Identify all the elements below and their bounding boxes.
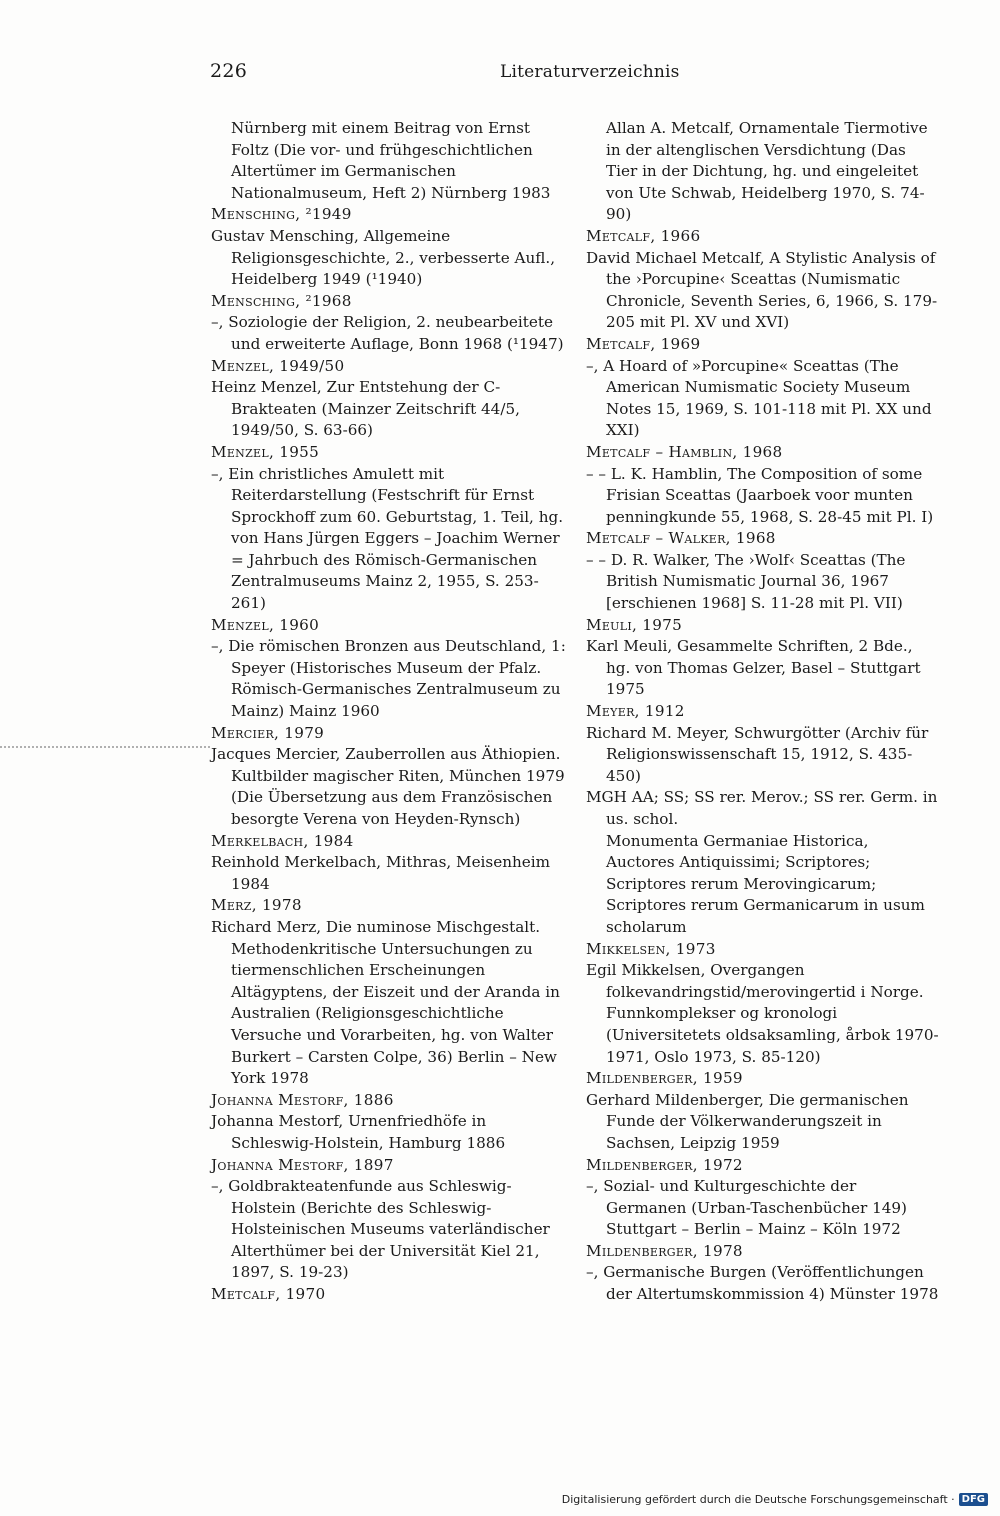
bibliography-entry: –, Ein christliches Amulett mit Reiterdarstellung (Festschrift für Ernst Sprockhoff zum 60. Geburtstag, 1. Teil, hg. von Hans Jürgen Eggers – Joachim Werner = Jahrbuch des Römisch-Germanischen Zentralmuseums Mainz 2, 1955, S. 253-261) [211, 464, 564, 613]
dfg-logo: DFG [959, 1493, 988, 1506]
bibliography-entry: – – D. R. Walker, The ›Wolf‹ Sceattas (The British Numismatic Journal 36, 1967 [erschienen 1968] S. 11-28 mit Pl. VII) [586, 550, 906, 613]
bibliography-heading: Meyer, 1912 [586, 702, 685, 721]
bibliography-entry: Richard M. Meyer, Schwurgötter (Archiv für Religionswissenschaft 15, 1912, S. 435-450) [586, 723, 929, 785]
bibliography-entry: Gerhard Mildenberger, Die germanischen Funde der Völkerwanderungszeit in Sachsen, Leipzig 1959 [586, 1090, 909, 1152]
bibliography-entry: Jacques Mercier, Zauberrollen aus Äthiopien. Kultbilder magischer Riten, München 1979 (Die Übersetzung aus dem Französischen besorgte Verena von Heyden-Rynsch) [211, 745, 565, 828]
bibliography-entry: David Michael Metcalf, A Stylistic Analysis of the ›Porcupine‹ Sceattas (Numismatic Chronicle, Seventh Series, 6, 1966, S. 179-205 mit Pl. XV und XVI) [586, 248, 938, 332]
bibliography-column-left [211, 118, 566, 1306]
bibliography-heading: Mildenberger, 1978 [586, 1241, 743, 1260]
bibliography-heading: Metcalf, 1966 [586, 226, 701, 245]
bibliography-heading: Johanna Mestorf, 1886 [211, 1090, 394, 1109]
bibliography-heading: Mensching, ²1949 [211, 205, 352, 224]
bibliography-heading: Merkelbach, 1984 [211, 831, 354, 850]
bibliography-heading: Metcalf, 1969 [586, 334, 701, 353]
footer [562, 1493, 988, 1506]
bibliography-heading: Metcalf, 1970 [211, 1285, 326, 1304]
bibliography-entry: Richard Merz, Die numinose Mischgestalt. Methodenkritische Untersuchungen zu tiermenschlichen Erscheinungen Altägyptens, der Eiszeit und der Aranda in Australien (Religionsgeschichtliche Versuche und Vorarbeiten, hg. von Walter Burkert – Carsten Colpe, 36) Berlin – New York 1978 [211, 917, 560, 1088]
bibliography-entry: –, Soziologie der Religion, 2. neubearbeitete und erweiterte Auflage, Bonn 1968 (¹1947) [211, 313, 564, 353]
bibliography-heading: Mercier, 1979 [211, 723, 325, 742]
bibliography-heading: Menzel, 1949/50 [211, 356, 345, 375]
bibliography-heading: Mikkelsen, 1973 [586, 939, 716, 958]
bibliography-entry: Heinz Menzel, Zur Entstehung der C-Brakteaten (Mainzer Zeitschrift 44/5, 1949/50, S. 63-66) [211, 378, 520, 440]
bibliography-heading: Mildenberger, 1972 [586, 1155, 743, 1174]
bibliography-entry: –, Goldbrakteatenfunde aus Schleswig-Holstein (Berichte des Schleswig-Holsteinischen Museums vaterländischer Alterthümer bei der Universität Kiel 21, 1897, S. 19-23) [211, 1177, 550, 1282]
bibliography-heading: Johanna Mestorf, 1897 [211, 1155, 394, 1174]
bibliography-heading: Metcalf – Hamblin, 1968 [586, 442, 783, 461]
bibliography-entry: Monumenta Germaniae Historica, Auctores Antiquissimi; Scriptores; Scriptores rerum Merovingicarum; Scriptores rerum Germanicarum in usum scholarum [606, 831, 925, 936]
scan-artifact-divider [0, 746, 210, 748]
bibliography-heading: Menzel, 1960 [211, 615, 320, 634]
bibliography-entry: Egil Mikkelsen, Overgangen folkevandringstid/merovingertid i Norge. Funnkomplekser og kronologi (Universitetets oldsaksamling, årbok 1970-1971, Oslo 1973, S. 85-120) [586, 961, 939, 1066]
bibliography-entry: –, A Hoard of »Porcupine« Sceattas (The American Numismatic Society Museum Notes 15, 1969, S. 101-118 mit Pl. XX und XXI) [586, 356, 932, 440]
bibliography-heading: Metcalf – Walker, 1968 [586, 529, 776, 548]
bibliography-entry: – – L. K. Hamblin, The Composition of some Frisian Sceattas (Jaarboek voor munten penningkunde 55, 1968, S. 28-45 mit Pl. I) [586, 464, 934, 526]
page-header [210, 60, 935, 90]
bibliography-entry: Gustav Mensching, Allgemeine Religionsgeschichte, 2., verbesserte Aufl., Heidelberg 1949 (¹1940) [211, 226, 556, 289]
footer-text: Digitalisierung gefördert durch die Deutsche Forschungsgemeinschaft · [561, 1493, 955, 1506]
bibliography-entry: –, Die römischen Bronzen aus Deutschland, 1: Speyer (Historisches Museum der Pfalz. Römisch-Germanisches Zentralmuseum zu Mainz) Mainz 1960 [211, 637, 566, 721]
bibliography-entry: –, Germanische Burgen (Veröffentlichungen der Altertumskommission 4) Münster 1978 [586, 1263, 939, 1304]
running-head: Literaturverzeichnis [500, 62, 680, 82]
bibliography-heading: Menzel, 1955 [211, 442, 320, 461]
bibliography-entry: –, Sozial- und Kulturgeschichte der Germanen (Urban-Taschenbücher 149) Stuttgart – Berlin – Mainz – Köln 1972 [586, 1177, 907, 1239]
bibliography-column-right [586, 118, 941, 1306]
page-number: 226 [210, 60, 248, 82]
bibliography-entry: Johanna Mestorf, Urnenfriedhöfe in Schleswig-Holstein, Hamburg 1886 [211, 1112, 506, 1152]
bibliography-heading: Mildenberger, 1959 [586, 1069, 743, 1088]
bibliography-entry: Allan A. Metcalf, Ornamentale Tiermotive in der altenglischen Versdichtung (Das Tier in der Dichtung, hg. und eingeleitet von Ute Schwab, Heidelberg 1970, S. 74-90) [606, 119, 928, 224]
bibliography-entry: Reinhold Merkelbach, Mithras, Meisenheim 1984 [211, 853, 551, 893]
bibliography-entry: MGH AA; SS; SS rer. Merov.; SS rer. Germ. in us. schol. [586, 788, 938, 828]
bibliography-entry: Karl Meuli, Gesammelte Schriften, 2 Bde., hg. von Thomas Gelzer, Basel – Stuttgart 1975 [586, 637, 921, 699]
bibliography-entry: Nürnberg mit einem Beitrag von Ernst Foltz (Die vor- und frühgeschichtlichen Altertümer im Germanischen Nationalmuseum, Heft 2) Nürnberg 1983 [231, 119, 551, 202]
bibliography-heading: Mensching, ²1968 [211, 291, 352, 310]
bibliography-heading: Merz, 1978 [211, 896, 302, 915]
bibliography-heading: Meuli, 1975 [586, 615, 683, 634]
